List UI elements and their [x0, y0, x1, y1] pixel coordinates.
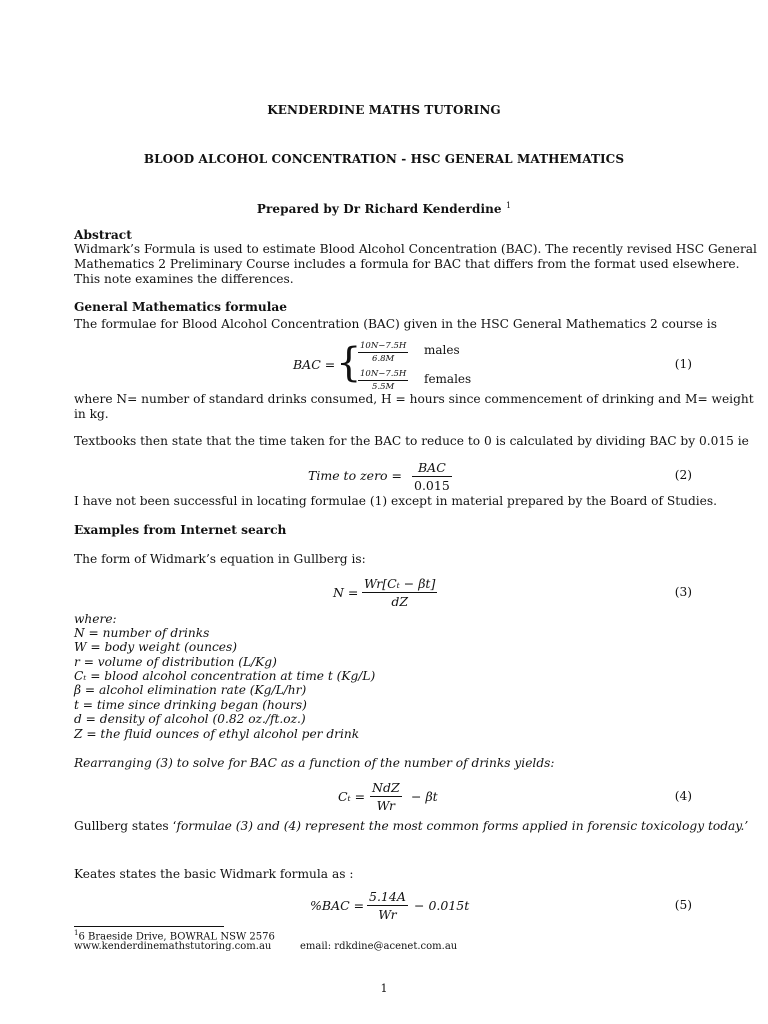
footnote-website[interactable]: www.kenderdinemathstutoring.com.au — [74, 941, 272, 952]
eq2-numerator: BAC — [412, 460, 452, 477]
where-list-item: Cₜ = blood alcohol concentration at time t (Kg/L) — [74, 669, 376, 683]
where-list-item: Z = the fluid ounces of ethyl alcohol per drink — [74, 727, 360, 741]
eq2-fraction — [412, 460, 452, 493]
eq1-males-label: males — [424, 343, 460, 357]
where-list-item: W = body weight (ounces) — [74, 640, 237, 654]
abstract-heading: Abstract — [74, 228, 132, 242]
where-list-item: N = number of drinks — [74, 626, 210, 640]
eq5-numerator: 5.14A — [369, 889, 406, 904]
footnote-email[interactable]: email: rdkdine@acenet.com.au — [300, 941, 458, 952]
eq1-case-females — [358, 369, 408, 392]
eq3-lhs: N = — [333, 585, 359, 600]
eq3-denominator: dZ — [391, 594, 409, 609]
where-line-2: in kg. — [74, 407, 109, 421]
rearranging-line: Rearranging (3) to solve for BAC as a function of the number of drinks yields: — [74, 756, 555, 770]
eq1-case-males — [358, 341, 408, 364]
eq5-denominator: Wr — [378, 907, 397, 922]
abstract-line-3: This note examines the differences. — [74, 272, 294, 286]
eq1-females-denominator: 5.5M — [372, 382, 395, 392]
eq1-brace: { — [336, 340, 362, 386]
where-list-item: t = time since drinking began (hours) — [74, 698, 307, 712]
eq1-number: (1) — [674, 357, 692, 371]
gm-intro: The formulae for Blood Alcohol Concentration (BAC) given in the HSC General Mathematics 2 course is — [74, 317, 717, 331]
eq2-denominator: 0.015 — [414, 478, 450, 493]
where-line-1: where N= number of standard drinks consumed, H = hours since commencement of drinking and M= weight — [74, 392, 754, 406]
abstract-line-2: Mathematics 2 Preliminary Course includes a formula for BAC that differs from the format used elsewhere. — [74, 257, 740, 271]
footnote-address: 6 Braeside Drive, BOWRAL NSW 2576 — [78, 931, 275, 943]
eq5-fraction — [367, 889, 408, 922]
eq1-males-denominator: 6.8M — [372, 354, 395, 364]
gullberg-intro: The form of Widmark’s equation in Gullberg is: — [74, 552, 366, 566]
eq4-denominator: Wr — [376, 798, 395, 813]
footnote-ref: 1 — [505, 201, 512, 210]
eq1-females-label: females — [424, 372, 472, 386]
eq5-tail: − 0.015t — [414, 898, 470, 913]
textbooks-line: Textbooks then state that the time taken for the BAC to reduce to 0 is calculated by dividing BAC by 0.015 ie — [74, 434, 749, 448]
keates-intro: Keates states the basic Widmark formula as : — [74, 867, 354, 881]
prepared-by: Prepared by Dr Richard Kenderdine — [256, 202, 502, 216]
where-list-item: r = volume of distribution (L/Kg) — [74, 655, 277, 669]
gullberg-states-quote: formulae (3) and (4) represent the most common forms applied in forensic toxicology today.’ — [176, 819, 749, 833]
section-heading-examples: Examples from Internet search — [74, 523, 287, 537]
document-title: BLOOD ALCOHOL CONCENTRATION - HSC GENERAL MATHEMATICS — [143, 152, 625, 166]
eq1-lhs: BAC = — [293, 357, 336, 372]
where-list-item: where: — [74, 612, 117, 626]
org-title: KENDERDINE MATHS TUTORING — [267, 103, 501, 117]
eq4-lhs: Cₜ = — [338, 789, 366, 804]
where-list-item: β = alcohol elimination rate (Kg/L/hr) — [74, 683, 307, 697]
eq2-lhs: Time to zero = — [308, 468, 403, 483]
eq4-tail: − βt — [411, 789, 438, 804]
eq3-number: (3) — [674, 585, 692, 599]
eq5-lhs: %BAC = — [310, 898, 365, 913]
eq1-males-numerator: 10N−7.5H — [360, 341, 407, 351]
footnote-rule — [74, 926, 224, 927]
where-list-item: d = density of alcohol (0.82 oz./ft.oz.) — [74, 712, 306, 726]
author-line — [0, 201, 768, 216]
abstract-line-1: Widmark’s Formula is used to estimate Blood Alcohol Concentration (BAC). The recently revised HSC General — [74, 242, 757, 256]
section-heading-gm: General Mathematics formulae — [74, 300, 288, 314]
page-number: 1 — [380, 982, 388, 995]
not-found-line: I have not been successful in locating formulae (1) except in material prepared by the Board of Studies. — [74, 494, 717, 508]
eq4-fraction — [370, 780, 402, 813]
eq2-number: (2) — [674, 468, 692, 482]
eq5-number: (5) — [674, 898, 692, 912]
eq4-number: (4) — [674, 789, 692, 803]
eq3-numerator: Wr[Cₜ − βt] — [364, 576, 436, 591]
footnote-mark: 1 — [74, 929, 79, 937]
gullberg-states-prefix: Gullberg states ‘ — [74, 819, 177, 833]
eq4-numerator: NdZ — [372, 780, 400, 795]
eq3-fraction — [362, 576, 437, 609]
gullberg-states-line — [74, 819, 748, 834]
eq1-females-numerator: 10N−7.5H — [360, 369, 407, 379]
